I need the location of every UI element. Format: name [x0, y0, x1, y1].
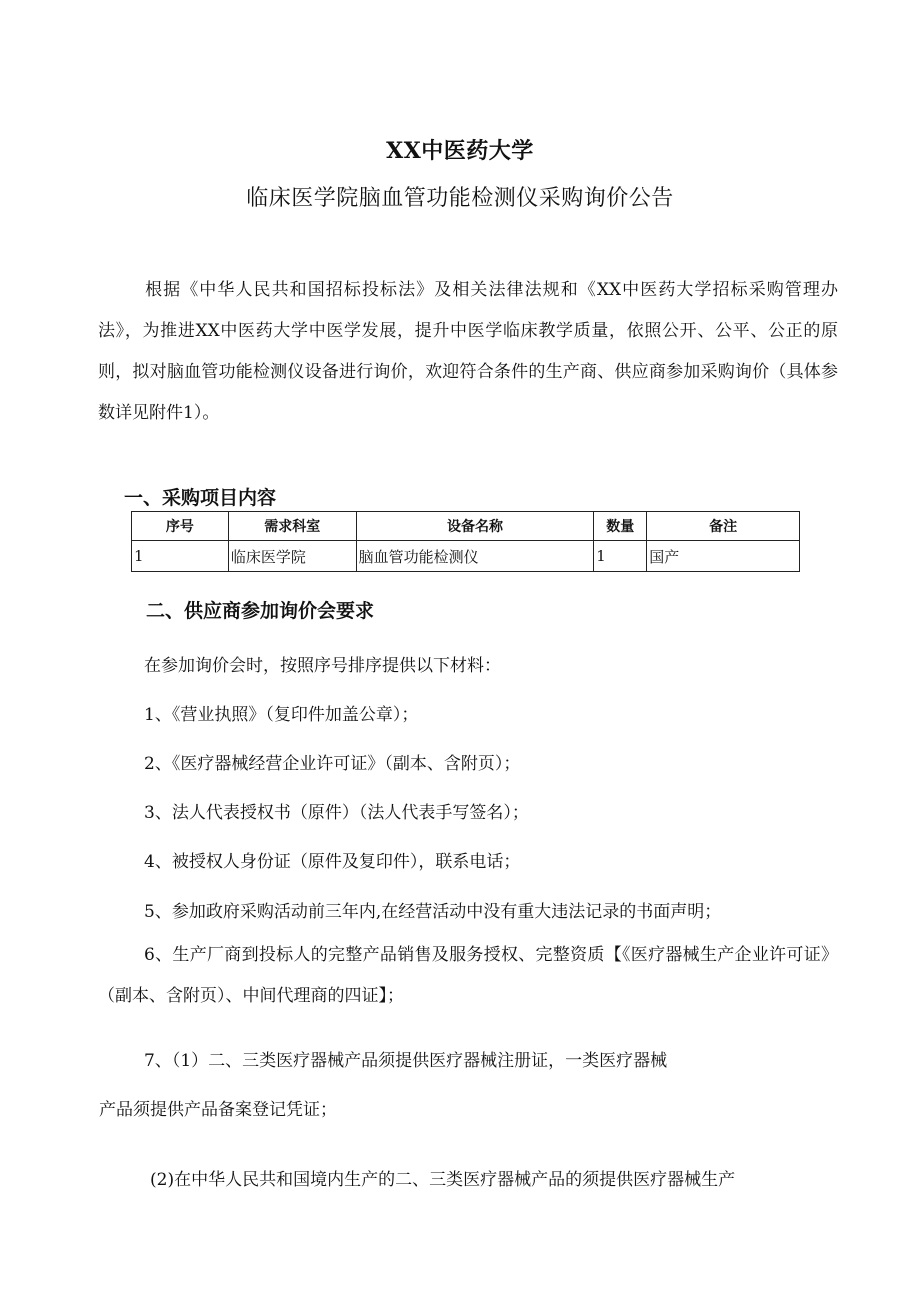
requirement-item-6 [98, 935, 838, 1017]
col-header-device-name: 设备名称 [356, 512, 594, 541]
cell-index: 1 [132, 541, 229, 572]
requirement-item-7: 7、（1）二、三类医疗器械产品须提供医疗器械注册证，一类医疗器械 [144, 1051, 668, 1071]
table-header-row [132, 512, 800, 541]
cell-quantity: 1 [594, 541, 647, 572]
intro-text: 根据《中华人民共和国招标投标法》及相关法律法规和《XX中医药大学招标采购管理办法》，为推进XX中医药大学中医学发展，提升中医学临床教学质量，依照公开、公平、公正的原则，拟对脑血管功能检测仪设备进行询价，欢迎符合条件的生产商、供应商参加采购询价（具体参数详见附件1）。 [98, 280, 838, 423]
col-header-department: 需求科室 [228, 512, 356, 541]
requirement-item-6-text: 6、生产厂商到投标人的完整产品销售及服务授权、完整资质【《医疗器械生产企业许可证》（副本、含附页）、中间代理商的四证】； [98, 945, 838, 1006]
cell-department: 临床医学院 [228, 541, 356, 572]
cell-device-name: 脑血管功能检测仪 [356, 541, 594, 572]
requirement-item-7-continued: 产品须提供产品备案登记凭证； [99, 1100, 337, 1120]
intro-paragraph [98, 270, 838, 434]
col-header-quantity: 数量 [594, 512, 647, 541]
requirement-item: 1、《营业执照》（复印件加盖公章）； [144, 705, 419, 725]
requirement-item: 3、法人代表授权书（原件）（法人代表手写签名）； [144, 803, 529, 823]
requirements-lead: 在参加询价会时，按照序号排序提供以下材料： [144, 656, 501, 676]
requirement-item-7-sub2: (2)在中华人民共和国境内生产的二、三类医疗器械产品的须提供医疗器械生产 [150, 1170, 736, 1190]
document-subtitle: 临床医学院脑血管功能检测仪采购询价公告 [246, 186, 674, 211]
section-heading-procurement: 一、采购项目内容 [124, 487, 277, 509]
requirement-item: 2、《医疗器械经营企业许可证》（副本、含附页）； [144, 754, 521, 774]
section-heading-requirements: 二、供应商参加询价会要求 [146, 600, 375, 622]
col-header-index: 序号 [132, 512, 229, 541]
cell-remark: 国产 [647, 541, 800, 572]
requirement-item: 4、被授权人身份证（原件及复印件），联系电话； [144, 852, 521, 872]
procurement-table [131, 511, 800, 572]
document-title: XX中医药大学 [386, 138, 534, 164]
requirement-item: 5、参加政府采购活动前三年内,在经营活动中没有重大违法记录的书面声明； [144, 902, 722, 922]
col-header-remark: 备注 [647, 512, 800, 541]
table-row [132, 541, 800, 572]
